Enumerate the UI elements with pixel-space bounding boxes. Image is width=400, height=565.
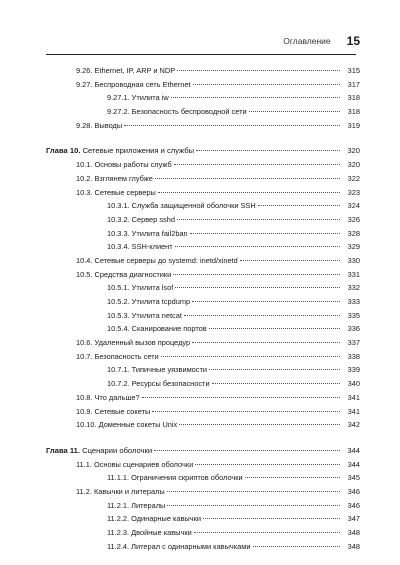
toc-entry[interactable] [46, 309, 360, 323]
toc-entry-title [46, 144, 194, 158]
toc-entry-page: 337 [347, 338, 360, 348]
toc-entry-page: 323 [347, 187, 360, 197]
toc-entry-page: 341 [347, 392, 360, 402]
dot-leader [167, 491, 340, 492]
toc-entry-page: 317 [347, 79, 360, 89]
dot-leader [192, 342, 340, 343]
toc-entry-text: 9.27. Беспроводная сеть Ethernet [76, 79, 191, 89]
toc-entry-text: 10.3.3. Утилита fail2ban [107, 228, 188, 238]
toc-entry[interactable] [46, 227, 360, 241]
toc-entry-page: 342 [347, 420, 360, 430]
toc-entry-title [107, 499, 165, 513]
dot-leader [245, 477, 340, 478]
toc-entry-title [76, 336, 190, 350]
toc-entry-text: 10.5.1. Утилита lsof [107, 283, 174, 293]
dot-leader [171, 97, 340, 98]
toc-entry-title [76, 350, 159, 364]
toc-entry-text: 10.2. Взглянем глубже [76, 173, 153, 183]
toc-entry-page: 333 [347, 297, 360, 306]
toc-entry[interactable] [46, 213, 360, 227]
toc-entry-page: 339 [347, 365, 360, 375]
toc-entry-text: 10.8. Что дальше? [76, 392, 140, 402]
toc-entry-text: 10.7.1. Типичные уязвимости [107, 365, 207, 375]
toc-entry-title [76, 158, 172, 172]
toc-entry-title [107, 105, 247, 119]
dot-leader [161, 356, 340, 357]
toc-entry-text: 10.4. Сетевые серверы до systemd: inetd/xinetd [76, 255, 238, 265]
toc-entry-page: 347 [347, 514, 360, 524]
toc-entry[interactable] [46, 281, 360, 295]
toc-entry-page: 326 [347, 214, 360, 224]
toc-entry[interactable] [46, 526, 360, 540]
toc-entry[interactable] [46, 91, 360, 105]
toc-entry[interactable] [46, 64, 360, 78]
toc-entry-page: 315 [347, 66, 360, 75]
toc-entry-text: 10.3.1. Служба защищенной оболочки SSH [107, 201, 256, 211]
toc-chapter-entry[interactable] [46, 144, 360, 158]
chapter-spacer [46, 432, 360, 444]
dot-leader [158, 192, 340, 193]
toc-entry-page: 335 [347, 310, 360, 320]
dot-leader [124, 125, 340, 126]
toc-entry[interactable] [46, 295, 360, 309]
toc-entry[interactable] [46, 336, 360, 350]
toc-entry-title [107, 227, 188, 241]
dot-leader [192, 301, 340, 302]
dot-leader [173, 274, 340, 275]
toc-entry-title [107, 213, 175, 227]
dot-leader [184, 315, 340, 316]
toc-entry-page: 348 [347, 528, 360, 537]
toc-entry-text: 10.10. Доменные сокеты Unix [76, 420, 178, 430]
toc-entry[interactable] [46, 268, 360, 282]
toc-entry-page: 336 [347, 324, 360, 334]
toc-entry[interactable] [46, 119, 360, 133]
dot-leader [249, 111, 340, 112]
toc-entry-page: 328 [347, 228, 360, 238]
toc-entry-text: 10.7.2. Ресурсы безопасности [107, 379, 210, 389]
toc-entry-page: 318 [347, 93, 360, 103]
toc-entry-page: 345 [347, 473, 360, 483]
toc-entry-title [107, 512, 201, 526]
toc-entry-text: Сценарии оболочки [82, 445, 153, 455]
toc-entry-text: 11.1.1. Ограничения скриптов оболочки [107, 473, 243, 483]
dot-leader [177, 219, 340, 220]
dot-leader [174, 164, 340, 165]
toc-entry-title [107, 363, 207, 377]
toc-entry-text: 11.2.2. Одинарные кавычки [107, 514, 201, 524]
toc-entry-title [76, 458, 193, 472]
page-number: 15 [346, 34, 360, 48]
toc-entry-page: 340 [347, 379, 360, 389]
toc-entry-text: 10.7. Безопасность сети [76, 351, 159, 361]
toc-entry[interactable] [46, 350, 360, 364]
toc-entry-text: 10.9. Сетевые сокеты [76, 406, 151, 416]
toc-entry-text: Сетевые приложения и службы [82, 146, 195, 156]
dot-leader [209, 369, 340, 370]
dot-leader [209, 328, 340, 329]
toc-entry-text: 10.1. Основы работы служб [76, 160, 172, 170]
toc-entry[interactable] [46, 540, 360, 554]
toc-entry-title [107, 199, 256, 213]
toc-entry-title [76, 78, 191, 92]
toc-entry-text: 10.3.2. Сервер sshd [107, 214, 175, 224]
dot-leader [258, 205, 340, 206]
toc-entry-page: 320 [347, 160, 360, 170]
dot-leader [195, 464, 340, 465]
toc-entry-text: 10.6. Удаленный вызов процедур [76, 338, 191, 348]
toc-entry-title [107, 91, 169, 105]
dot-leader [167, 505, 340, 506]
toc-entry-page: 344 [347, 459, 360, 469]
toc-entry-title [107, 295, 190, 309]
dot-leader [179, 424, 340, 425]
toc-entry-text: 10.5. Средства диагностики [76, 269, 172, 279]
toc-entry[interactable] [46, 485, 360, 499]
dot-leader [155, 178, 340, 179]
dot-leader [196, 150, 340, 151]
chapter-spacer [46, 132, 360, 144]
dot-leader [253, 546, 341, 547]
toc-entry-page: 330 [347, 255, 360, 265]
toc-entry-page: 344 [347, 445, 360, 455]
toc-entry[interactable] [46, 471, 360, 485]
toc-entry-text: 10.5.2. Утилита tcpdump [107, 297, 191, 306]
toc-entry-text: 10.3. Сетевые серверы [76, 187, 156, 197]
chapter-label: Глава 10. [46, 146, 81, 156]
dot-leader [194, 532, 340, 533]
toc-entry-title [107, 377, 210, 391]
toc-entry-title [46, 444, 152, 458]
chapter-label: Глава 11. [46, 445, 81, 455]
running-header-title: Оглавление [283, 36, 331, 46]
table-of-contents [46, 64, 360, 553]
toc-chapter-entry[interactable] [46, 444, 360, 458]
dot-leader [212, 383, 340, 384]
toc-entry[interactable] [46, 254, 360, 268]
toc-entry[interactable] [46, 105, 360, 119]
toc-entry-text: 11.1. Основы сценариев оболочки [76, 459, 194, 469]
toc-entry-text: 10.5.3. Утилита netcat [107, 310, 182, 320]
toc-entry-text: 11.2.4. Литерал с одинарными кавычками [107, 541, 251, 551]
toc-entry[interactable] [46, 78, 360, 92]
toc-entry-text: 11.2. Кавычки и литералы [76, 486, 165, 496]
toc-entry-title [76, 405, 150, 419]
toc-entry[interactable] [46, 199, 360, 213]
toc-entry-title [76, 485, 165, 499]
toc-entry-page: 320 [347, 146, 360, 156]
toc-entry-title [107, 471, 243, 485]
toc-entry-text: 11.2.3. Двойные кавычки [107, 528, 192, 537]
toc-entry[interactable] [46, 418, 360, 432]
toc-entry-text: 10.5.4. Сканирование портов [107, 324, 207, 334]
toc-entry[interactable] [46, 405, 360, 419]
toc-entry[interactable] [46, 240, 360, 254]
toc-entry-text: 9.27.1. Утилита iw [107, 93, 169, 103]
toc-entry[interactable] [46, 172, 360, 186]
toc-entry-page: 329 [347, 242, 360, 252]
toc-entry-title [107, 526, 192, 540]
toc-entry-title [76, 268, 171, 282]
toc-entry-title [76, 391, 140, 405]
toc-entry-page: 322 [347, 173, 360, 183]
toc-entry-page: 324 [347, 201, 360, 211]
toc-entry-title [107, 309, 182, 323]
toc-entry-title [76, 418, 177, 432]
header-divider [46, 54, 356, 55]
toc-entry[interactable] [46, 458, 360, 472]
toc-entry-page: 341 [347, 406, 360, 416]
toc-entry-page: 346 [347, 486, 360, 496]
toc-entry[interactable] [46, 499, 360, 513]
toc-entry-page: 319 [347, 120, 360, 130]
toc-entry-page: 318 [347, 107, 360, 117]
dot-leader [177, 70, 340, 71]
toc-entry-text: 9.27.2. Безопасность беспроводной сети [107, 107, 247, 117]
toc-entry-text: 9.26. Ethernet, IP, ARP и NDP [76, 66, 176, 75]
toc-entry-title [76, 172, 153, 186]
dot-leader [175, 246, 340, 247]
dot-leader [203, 518, 340, 519]
dot-leader [190, 233, 340, 234]
dot-leader [154, 450, 340, 451]
dot-leader [193, 84, 340, 85]
toc-entry-page: 331 [347, 269, 360, 279]
toc-entry[interactable] [46, 363, 360, 377]
toc-entry-text: 10.3.4. SSH-клиент [107, 242, 173, 252]
toc-entry-title [76, 64, 175, 78]
toc-entry-page: 338 [347, 351, 360, 361]
toc-entry-title [107, 540, 251, 554]
page-header [50, 34, 360, 48]
toc-entry-text: 11.2.1. Литералы [107, 500, 166, 510]
dot-leader [240, 260, 340, 261]
toc-entry-title [76, 119, 122, 133]
toc-entry-title [76, 186, 156, 200]
dot-leader [152, 411, 340, 412]
dot-leader [175, 287, 340, 288]
toc-entry[interactable] [46, 158, 360, 172]
toc-entry-title [107, 281, 173, 295]
toc-entry-text: 9.28. Выводы [76, 120, 123, 130]
toc-entry[interactable] [46, 512, 360, 526]
toc-entry[interactable] [46, 377, 360, 391]
toc-entry[interactable] [46, 322, 360, 336]
toc-entry-page: 332 [347, 283, 360, 293]
toc-entry[interactable] [46, 391, 360, 405]
dot-leader [142, 397, 340, 398]
toc-entry-title [107, 240, 173, 254]
toc-entry-page: 346 [347, 500, 360, 510]
toc-entry-page: 348 [347, 541, 360, 551]
toc-entry-title [107, 322, 207, 336]
toc-entry-title [76, 254, 238, 268]
toc-entry[interactable] [46, 186, 360, 200]
